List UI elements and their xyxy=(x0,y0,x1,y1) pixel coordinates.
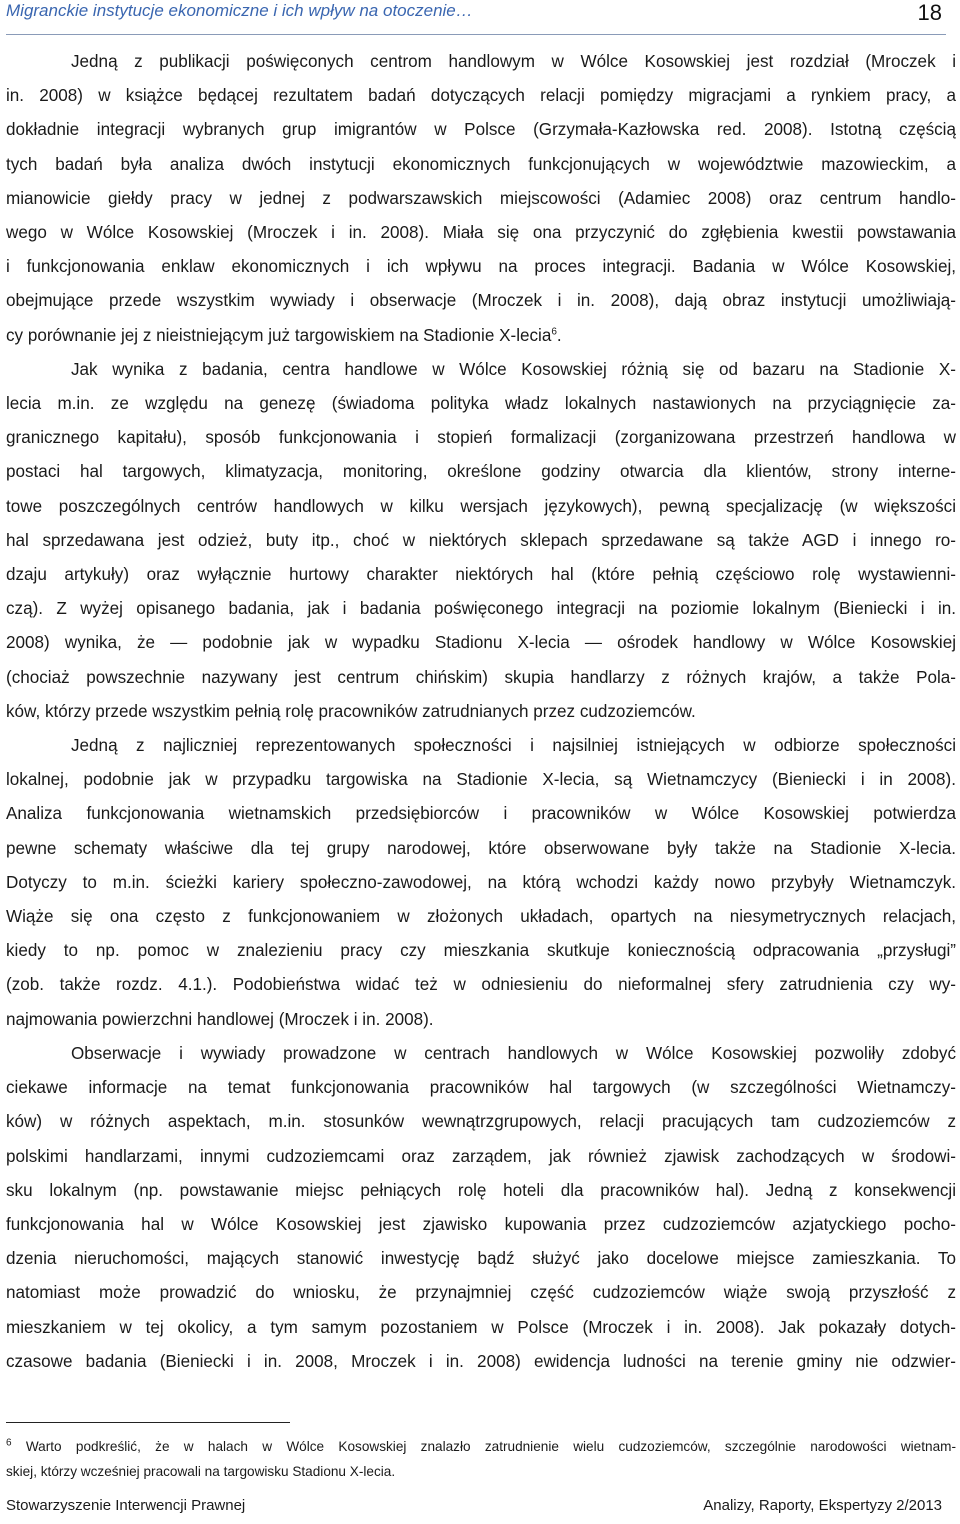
text-line: Obserwacje i wywiady prowadzone w centrach handlowych w Wólce Kosowskiej pozwoliły zdobyć xyxy=(71,1043,956,1063)
main-text xyxy=(6,45,956,1379)
text-line: cy porównanie jej z nieistniejącym już targowiskiem na Stadionie X-lecia$^6$. xyxy=(6,325,562,345)
text-line: Wiąże się ona często z funkcjonowaniem w złożonych układach, opartych na niesymetrycznych relacjach, xyxy=(6,907,956,927)
text-line: najmowania powierzchni handlowej (Mroczek i in. 2008). xyxy=(6,1009,434,1029)
text-line: lecia m.in. ze względu na genezę (świadoma polityka władz lokalnych nastawionych na przyciągnięcie za- xyxy=(6,394,956,414)
text-line: sku lokalnym (np. powstawanie miejsc pełniących rolę hoteli dla pracowników hal). Jedną z konsekwencji xyxy=(6,1180,956,1200)
text-line: granicznego kapitału), sposób funkcjonowania i stopień formalizacji (zorganizowana przestrzeń handlowa w xyxy=(6,428,956,448)
text-line: tych badań była analiza dwóch instytucji ekonomicznych funkcjonujących w województwie mazowieckim, a xyxy=(6,154,956,174)
footnote-line xyxy=(6,1434,956,1459)
text-line: dokładnie integracji wybranych grup imigrantów w Polsce (Grzymała-Kazłowska red. 2008). Istotną częścią xyxy=(6,120,956,140)
footnote-reference: 6 xyxy=(551,325,557,337)
text-line: czasowe badania (Bieniecki i in. 2008, Mroczek i in. 2008) ewidencja ludności na terenie gminy nie odzwier- xyxy=(6,1351,956,1371)
text-line: polskimi handlarzami, innymi cudzoziemcami oraz zarządem, jak również zjawisk zachodzących w środowi- xyxy=(6,1146,956,1166)
footnote-separator xyxy=(6,1422,290,1423)
text-line: Jedną z publikacji poświęconych centrom handlowym w Wólce Kosowskiej jest rozdział (Mroczek i xyxy=(71,52,956,71)
text-line: postaci hal targowych, klimatyzacja, monitoring, określone godziny otwarcia dla klientów, strony interne- xyxy=(6,462,956,482)
footer-series: Analizy, Raporty, Ekspertyzy 2/2013 xyxy=(703,1497,942,1514)
paragraph xyxy=(6,45,956,353)
text-line: Jak wynika z badania, centra handlowe w Wólce Kosowskiej różnią się od bazaru na Stadionie X- xyxy=(71,359,956,379)
footnote-line xyxy=(6,1459,956,1484)
paragraph xyxy=(6,729,956,1037)
text-line: hal sprzedawana jest odzież, buty itp., choć w niektórych sklepach sprzedawane są także AGD i innego ro- xyxy=(6,530,956,550)
text-line: kiedy to np. pomoc w znalezieniu pracy czy mieszkania skutkuje koniecznością odpracowania „przysługi” xyxy=(6,941,956,961)
text-line: natomiast może prowadzić do wniosku, że przynajmniej część cudzoziemców wiąże swoją przyszłość z xyxy=(6,1283,956,1303)
running-title: Migranckie instytucje ekonomiczne i ich wpływ na otoczenie… xyxy=(6,1,473,20)
text-line: mianowicie giełdy pracy w jednej z podwarszawskich miejscowości (Adamiec 2008) oraz centrum handlo- xyxy=(6,188,956,208)
page-number: 18 xyxy=(917,0,942,25)
text-line: czą). Z wyżej opisanego badania, jak i badania poświęconego integracji na poziomie lokalnym (Bieniecki i in. xyxy=(6,599,956,619)
text-line: in. 2008) w książce będącej rezultatem badań dotyczących relacji pomiędzy migracjami a rynkiem pracy, a xyxy=(6,86,956,106)
text-line: i funkcjonowania enklaw ekonomicznych i ich wpływu na proces integracji. Badania w Wólce Kosowskiej, xyxy=(6,257,956,277)
text-line: ków, którzy przede wszystkim pełnią rolę pracowników zatrudnianych przez cudzoziemców. xyxy=(6,701,696,721)
text-line: (zob. także rozdz. 4.1.). Podobieństwa widać też w odniesieniu do nieformalnej sfery zatrudnienia czy wy- xyxy=(6,975,956,995)
text-line: mieszkaniem w tej okolicy, a tym samym pozostaniem w Polsce (Mroczek i in. 2008). Jak pokazały dotych- xyxy=(6,1317,956,1337)
paragraph xyxy=(6,353,956,729)
text-line: dzenia nieruchomości, mających stanowić inwestycję bądź służyć jako docelowe miejsce zamieszkania. To xyxy=(6,1249,956,1269)
text-line: towe poszczególnych centrów handlowych w kilku wersjach językowych), pewną specjalizację (w większości xyxy=(6,496,956,516)
footer-publisher: Stowarzyszenie Interwencji Prawnej xyxy=(6,1497,246,1514)
page-header xyxy=(6,0,946,35)
text-line: Dotyczy to m.in. ścieżki kariery społeczno-zawodowej, na którą wchodzi każdy nowo przybyły Wietnamczyk. xyxy=(6,872,956,892)
text-line: (chociaż powszechnie nazywany jest centrum chińskim) skupia handlarzy z różnych krajów, a także Pola- xyxy=(6,667,956,687)
text-line: ciekawe informacje na temat funkcjonowania pracowników hal targowych (w szczególności Wietnamczy- xyxy=(6,1078,956,1098)
paragraph xyxy=(6,1037,956,1379)
text-line: dzaju artykuły) oraz wyłącznie hurtowy charakter niektórych hal (które pełnią częściowo rolę wystawienni- xyxy=(6,565,956,585)
text-line: Analiza funkcjonowania wietnamskich przedsiębiorców i pracowników w Wólce Kosowskiej potwierdza xyxy=(6,804,956,824)
footnote-text: skiej, którzy wcześniej pracowali na targowisku Stadionu X-lecia. xyxy=(6,1464,396,1479)
line-tail: . xyxy=(556,325,562,345)
text-line: funkcjonowania hal w Wólce Kosowskiej jest zjawisko kupowania przez cudzoziemców azjatyckiego pocho- xyxy=(6,1214,956,1234)
text-line: wego w Wólce Kosowskiej (Mroczek i in. 2008). Miała się ona przyczynić do zgłębienia kwestii powstawania xyxy=(6,223,956,243)
footnote-number: 6 xyxy=(6,1437,12,1449)
footnote xyxy=(6,1434,956,1484)
text-line: obejmujące przede wszystkim wywiady i obserwacje (Mroczek i in. 2008), dają obraz instytucji umożliwiają- xyxy=(6,291,956,311)
text-line: ków) w różnych aspektach, m.in. stosunków wewnątrzgrupowych, relacji pracujących tam cudzoziemców z xyxy=(6,1112,956,1132)
text-line: 2008) wynika, że — podobnie jak w wypadku Stadionu X-lecia — ośrodek handlowy w Wólce Kosowskiej xyxy=(6,633,956,653)
footnote-text: Warto podkreślić, że w halach w Wólce Kosowskiej znalazło zatrudnienie wielu cudzoziemców, szczególnie narodowości wietnam- xyxy=(11,1439,956,1454)
text-line: lokalnej, podobnie jak w przypadku targowiska na Stadionie X-lecia, są Wietnamczycy (Bieniecki i in 2008). xyxy=(6,770,956,790)
text-line: Jedną z najliczniej reprezentowanych społeczności i najsilniej istniejących w odbiorze społeczności xyxy=(71,736,956,756)
text-line: pewne schematy właściwe dla tej grupy narodowej, które obserwowane były także na Stadionie X-lecia. xyxy=(6,838,956,858)
